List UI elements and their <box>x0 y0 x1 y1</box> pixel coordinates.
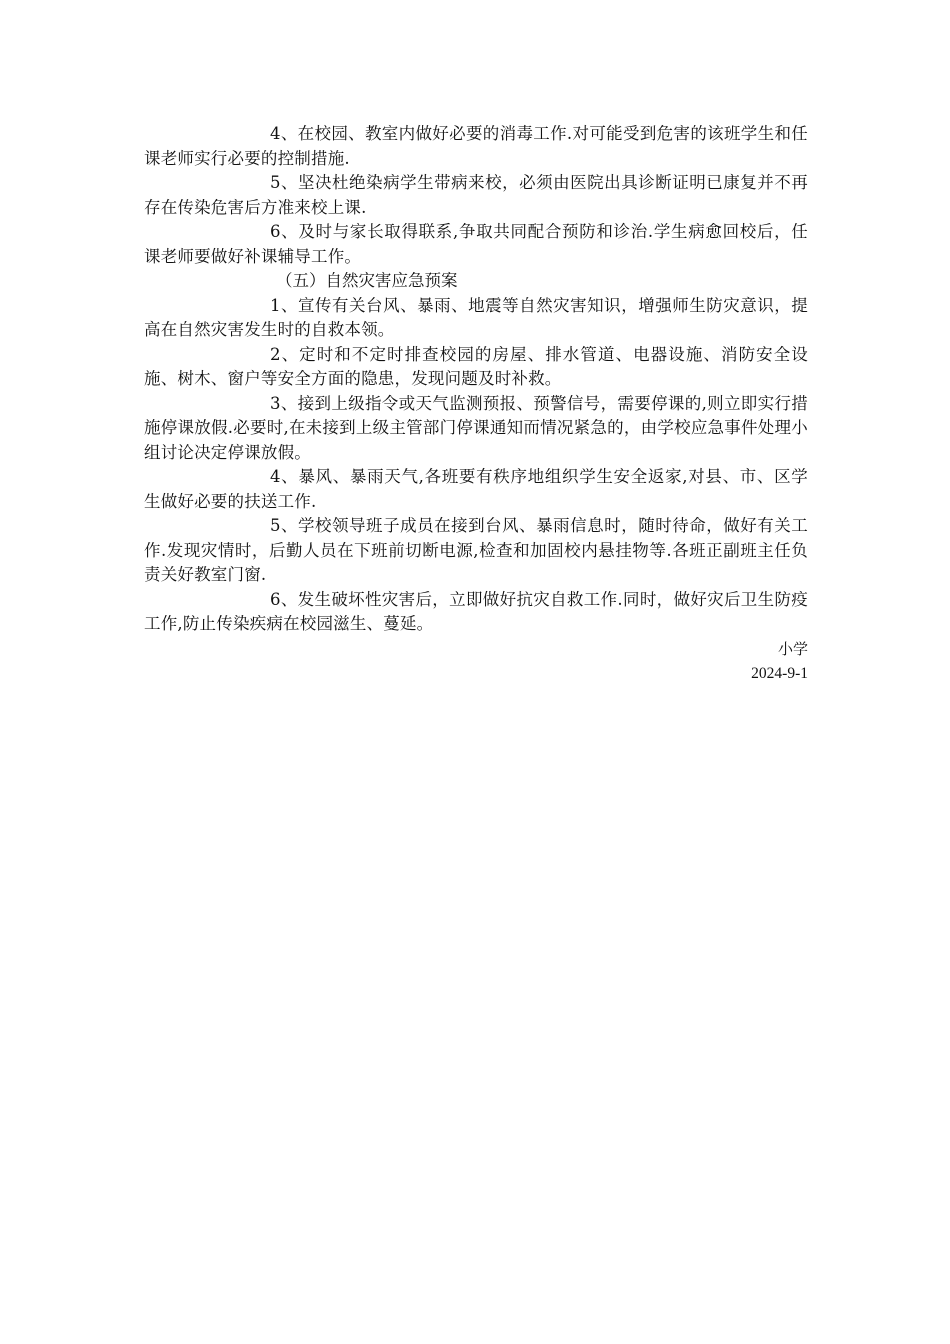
paragraph-hazard-inspection: 2、定时和不定时排查校园的房屋、排水管道、电器设施、消防安全设施、树木、窗户等安全方面的隐患，发现问题及时补救。 <box>144 344 808 388</box>
paragraph-post-disaster: 6、发生破坏性灾害后，立即做好抗灾自救工作.同时，做好灾后卫生防疫工作,防止传染疾病在校园滋生、蔓延。 <box>144 589 808 633</box>
paragraph-storm-escort: 4、暴风、暴雨天气,各班要有秩序地组织学生安全返家,对县、市、区学生做好必要的扶送工作. <box>144 467 808 511</box>
paragraph-disinfection: 4、在校园、教室内做好必要的消毒工作.对可能受到危害的该班学生和任课老师实行必要的控制措施. <box>144 124 808 168</box>
signature-date: 2024-9-1 <box>751 665 808 682</box>
paragraph-no-sick-students: 5、坚决杜绝染病学生带病来校，必须由医院出具诊断证明已康复并不再存在传染危害后方准来校上课. <box>144 173 808 217</box>
document-page <box>144 122 808 687</box>
paragraph-parent-contact: 6、及时与家长取得联系,争取共同配合预防和诊治.学生病愈回校后，任课老师要做好补课辅导工作。 <box>144 222 808 266</box>
section-heading-natural-disaster: （五）自然灾害应急预案 <box>276 271 458 290</box>
paragraph-disaster-awareness: 1、宣传有关台风、暴雨、地震等自然灾害知识，增强师生防灾意识，提高在自然灾害发生时的自救本领。 <box>144 295 808 339</box>
paragraph-class-suspension: 3、接到上级指令或天气监测预报、预警信号，需要停课的,则立即实行措施停课放假.必要时,在未接到上级主管部门停课通知而情况紧急的，由学校应急事件处理小组讨论决定停课放假。 <box>144 393 808 462</box>
signature-org: 小学 <box>777 639 808 658</box>
paragraph-leadership-standby: 5、学校领导班子成员在接到台风、暴雨信息时，随时待命，做好有关工作.发现灾情时，后勤人员在下班前切断电源,检查和加固校内悬挂物等.各班正副班主任负责关好教室门窗. <box>144 516 808 584</box>
